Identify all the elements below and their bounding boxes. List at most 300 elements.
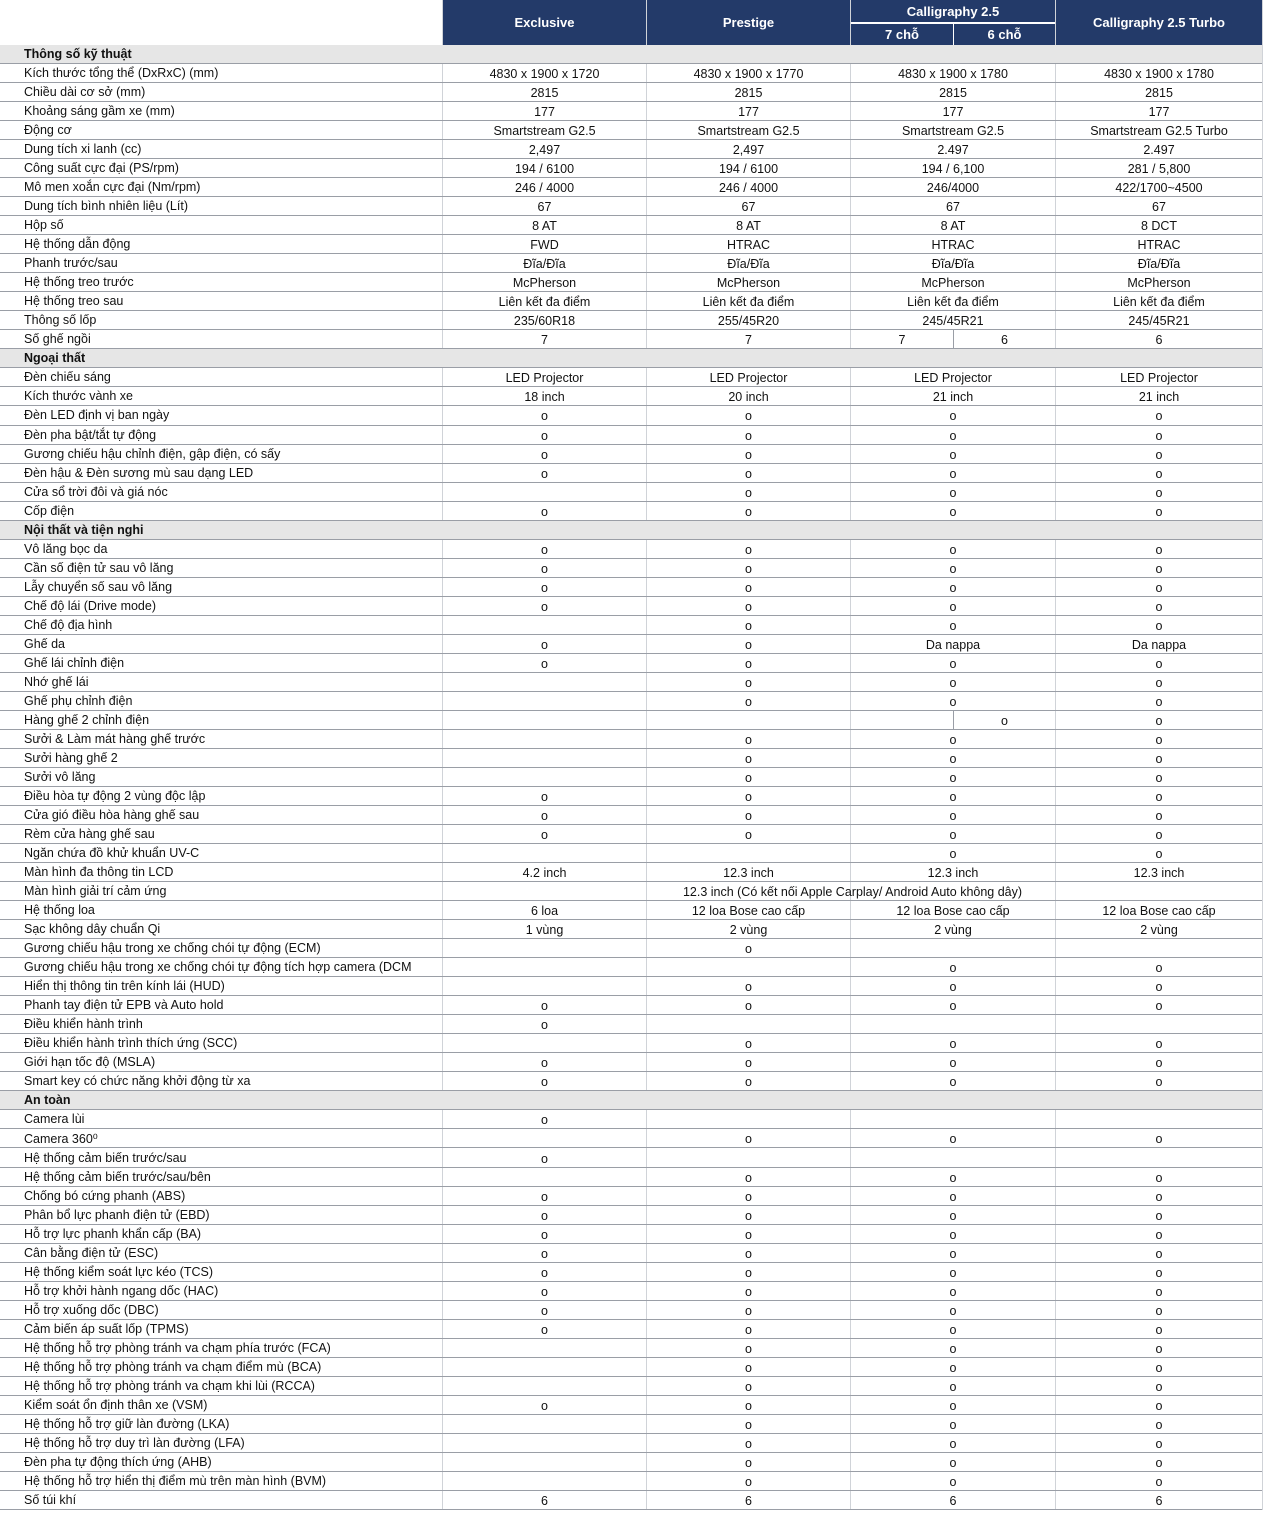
spec-row	[0, 483, 1262, 502]
spec-value-prestige: o	[745, 485, 752, 500]
spec-value-calligraphy-turbo: o	[1155, 1037, 1163, 1052]
spec-label: Đèn hậu & Đèn sương mù sau dạng LED	[24, 465, 254, 480]
spec-value-prestige: 177	[738, 105, 759, 120]
spec-row	[0, 1472, 1262, 1491]
spec-label: Camera 360⁰	[24, 1131, 98, 1146]
spec-value-exclusive	[443, 1339, 646, 1357]
spec-value-exclusive: o	[541, 580, 548, 595]
spec-value-exclusive: Liên kết đa điểm	[498, 295, 591, 310]
spec-value-prestige: LED Projector	[709, 371, 788, 386]
spec-value-calligraphy-turbo: o	[1155, 1189, 1163, 1204]
spec-label: Ghế lái chỉnh điện	[24, 655, 125, 670]
spec-value-calligraphy: 12.3 inch	[927, 866, 979, 881]
spec-value-calligraphy-turbo: o	[1155, 770, 1163, 785]
spec-value-exclusive: o	[541, 409, 548, 424]
spec-row	[0, 1434, 1262, 1453]
spec-value-prestige: o	[745, 1265, 752, 1280]
spec-value-prestige: o	[745, 409, 752, 424]
spec-label: Công suất cực đại (PS/rpm)	[24, 161, 179, 176]
spec-row	[0, 140, 1262, 159]
spec-value-exclusive: McPherson	[512, 276, 577, 291]
spec-row	[0, 102, 1262, 121]
spec-value-calligraphy-turbo: 6	[1155, 1493, 1163, 1508]
spec-value-calligraphy-turbo: 245/45R21	[1128, 314, 1190, 329]
spec-value-prestige	[647, 1149, 850, 1167]
spec-value-prestige	[647, 958, 850, 976]
spec-label: Phanh tay điện tử EPB và Auto hold	[24, 998, 224, 1013]
spec-label: Hệ thống dẫn động	[24, 237, 131, 252]
spec-label: Cốp điện	[24, 503, 75, 518]
spec-label: Điều khiển hành trình thích ứng (SCC)	[24, 1036, 238, 1051]
spec-value-exclusive: 4.2 inch	[522, 866, 567, 881]
spec-value-calligraphy: o	[949, 1322, 957, 1337]
spec-label: Cửa sổ trời đôi và giá nóc	[24, 484, 168, 499]
spec-value-calligraphy	[851, 939, 1055, 957]
spec-value-prestige: o	[745, 1417, 752, 1432]
spec-value-prestige: o	[745, 1436, 752, 1451]
spec-value-calligraphy: 12 loa Bose cao cấp	[896, 904, 1010, 919]
spec-value-calligraphy: o	[949, 1037, 957, 1052]
spec-value-calligraphy-turbo: o	[1155, 1265, 1163, 1280]
spec-value-exclusive: o	[541, 1265, 548, 1280]
spec-label: Ghế da	[24, 636, 66, 651]
spec-row	[0, 64, 1262, 83]
spec-value-exclusive: 177	[534, 105, 555, 120]
spec-value-prestige: o	[745, 618, 752, 633]
spec-label: Smart key có chức năng khởi động từ xa	[24, 1074, 251, 1089]
spec-value-calligraphy: o	[949, 828, 957, 843]
spec-value-calligraphy-turbo: o	[1155, 961, 1163, 976]
spec-value-exclusive: o	[541, 1151, 548, 1166]
spec-label: Hộp số	[24, 218, 64, 233]
spec-value-calligraphy-turbo: McPherson	[1127, 276, 1191, 291]
spec-value-calligraphy: o	[949, 732, 957, 747]
spec-row	[0, 1149, 1262, 1168]
header-calligraphy-turbo: Calligraphy 2.5 Turbo	[1056, 0, 1262, 45]
spec-value-prestige: o	[745, 656, 752, 671]
spec-row	[0, 806, 1262, 825]
spec-label: Gương chiếu hậu trong xe chống chói tự động (ECM)	[24, 941, 321, 956]
spec-row	[0, 216, 1262, 235]
spec-label: Màn hình đa thông tin LCD	[24, 865, 174, 880]
spec-value-prestige: Smartstream G2.5	[697, 124, 800, 139]
spec-value-calligraphy	[851, 1110, 1055, 1128]
section-row	[0, 349, 1262, 368]
spec-row	[0, 445, 1262, 464]
spec-label: Nhớ ghế lái	[24, 674, 89, 689]
spec-value-calligraphy: o	[949, 618, 957, 633]
spec-row	[0, 749, 1262, 768]
spec-value-prestige: 12 loa Bose cao cấp	[691, 904, 806, 919]
spec-value-calligraphy: o	[949, 485, 957, 500]
spec-value-calligraphy: o	[949, 409, 957, 424]
spec-label: Cảm biến áp suất lốp (TPMS)	[24, 1321, 189, 1336]
spec-value-calligraphy: o	[949, 675, 957, 690]
spec-value-calligraphy-turbo: o	[1155, 1303, 1163, 1318]
spec-label: Chiều dài cơ sở (mm)	[24, 85, 146, 100]
spec-value-calligraphy-turbo: o	[1155, 809, 1163, 824]
spec-row	[0, 1415, 1262, 1434]
spec-row	[0, 1053, 1262, 1072]
spec-label: Camera lùi	[24, 1112, 85, 1127]
spec-value-exclusive	[443, 939, 646, 957]
spec-value-calligraphy-turbo: 2 vùng	[1140, 923, 1178, 938]
spec-label: Gương chiếu hậu chỉnh điện, gập điện, có sấy	[24, 446, 281, 461]
spec-row	[0, 787, 1262, 806]
spec-value-prestige: o	[745, 1398, 752, 1413]
spec-value-prestige: o	[745, 1474, 752, 1489]
spec-label: Hệ thống hỗ trợ giữ làn đường (LKA)	[24, 1416, 230, 1431]
spec-value-exclusive	[443, 977, 646, 995]
spec-row	[0, 83, 1262, 102]
section-title: Thông số kỹ thuật	[24, 47, 132, 61]
spec-value-calligraphy: o	[949, 599, 957, 614]
spec-value-calligraphy-turbo: Liên kết đa điểm	[1113, 295, 1205, 310]
spec-value-calligraphy: HTRAC	[931, 238, 975, 253]
spec-row	[0, 958, 1262, 977]
spec-row	[0, 673, 1262, 692]
spec-value-calligraphy: o	[949, 1208, 957, 1223]
spec-value-exclusive: o	[541, 790, 548, 804]
section-row	[0, 521, 1262, 540]
spec-value-exclusive	[443, 1129, 646, 1147]
spec-value-prestige: o	[745, 1303, 752, 1318]
spec-label: Hỗ trợ khởi hành ngang dốc (HAC)	[24, 1283, 219, 1298]
spec-label: Dung tích bình nhiên liệu (Lít)	[24, 199, 188, 214]
spec-value-exclusive: o	[541, 1246, 548, 1261]
spec-label: Cân bằng điện tử (ESC)	[24, 1245, 159, 1260]
spec-value-prestige: o	[745, 694, 752, 709]
spec-value-prestige: 20 inch	[728, 390, 769, 405]
spec-value-prestige	[647, 1015, 850, 1033]
spec-label: Cần số điện tử sau vô lăng	[24, 560, 174, 575]
spec-value-all: 12.3 inch (Có kết nối Apple Carplay/ Android Auto không dây)	[682, 885, 1023, 900]
spec-value-prestige: 255/45R20	[717, 314, 780, 329]
spec-value-exclusive: o	[541, 809, 548, 824]
spec-value-prestige: o	[745, 1246, 752, 1261]
spec-label: Khoảng sáng gầm xe (mm)	[24, 104, 175, 119]
spec-value-calligraphy-turbo: o	[1155, 675, 1163, 690]
spec-label: Đèn pha bật/tắt tự động	[24, 427, 157, 442]
spec-row	[0, 882, 1262, 901]
spec-value-calligraphy-turbo: o	[1155, 485, 1163, 500]
spec-value-calligraphy: 177	[942, 105, 964, 120]
spec-value-prestige	[647, 711, 850, 729]
spec-value-calligraphy-turbo	[1056, 939, 1262, 957]
spec-value-prestige: Liên kết đa điểm	[702, 295, 795, 310]
spec-row	[0, 1072, 1262, 1091]
spec-row	[0, 692, 1262, 711]
spec-value-calligraphy: 4830 x 1900 x 1780	[898, 67, 1008, 82]
spec-row	[0, 559, 1262, 578]
section-title: Ngoại thất	[24, 351, 86, 366]
spec-value-exclusive	[443, 768, 646, 786]
spec-value-exclusive	[443, 1472, 646, 1490]
spec-value-calligraphy: o	[949, 1379, 957, 1394]
section-title: An toàn	[24, 1093, 71, 1108]
spec-value-prestige: o	[745, 504, 752, 519]
spec-value-calligraphy-turbo: 422/1700~4500	[1115, 181, 1203, 196]
spec-value-prestige: 7	[745, 333, 752, 348]
spec-row	[0, 273, 1262, 292]
spec-value-calligraphy: o	[949, 1474, 957, 1489]
spec-value-calligraphy-turbo	[1056, 1110, 1262, 1128]
header-calligraphy-7-seats: 7 chỗ	[851, 24, 953, 45]
seat-split-divider	[953, 330, 954, 348]
spec-value-calligraphy: o	[949, 1303, 957, 1318]
spec-value-prestige: o	[745, 1455, 752, 1470]
spec-value-calligraphy: o	[949, 770, 957, 785]
spec-value-calligraphy-turbo	[1056, 1015, 1262, 1033]
spec-value-exclusive	[443, 673, 646, 691]
spec-value-calligraphy-turbo: o	[1155, 561, 1163, 576]
section-row	[0, 1091, 1262, 1110]
spec-label: Sưởi vô lăng	[24, 769, 96, 784]
spec-row	[0, 939, 1262, 958]
spec-value-calligraphy: o	[949, 1284, 957, 1299]
spec-label: Số túi khí	[24, 1492, 77, 1507]
spec-row	[0, 464, 1262, 483]
spec-value-calligraphy-turbo: o	[1155, 1322, 1163, 1337]
spec-row	[0, 502, 1262, 521]
spec-value-prestige: o	[745, 1322, 752, 1337]
section-row	[0, 45, 1262, 64]
spec-value-calligraphy-turbo: 281 / 5,800	[1127, 162, 1191, 177]
spec-value-exclusive: 235/60R18	[513, 314, 576, 329]
spec-value-exclusive: o	[541, 656, 548, 671]
spec-value-prestige: McPherson	[716, 276, 781, 291]
spec-value-exclusive: o	[541, 1322, 548, 1337]
spec-value-exclusive: 18 inch	[524, 390, 565, 405]
spec-row	[0, 1301, 1262, 1320]
spec-value-calligraphy-turbo: LED Projector	[1120, 371, 1198, 386]
spec-value-prestige: 194 / 6100	[718, 162, 779, 177]
spec-value-prestige: o	[745, 732, 752, 747]
spec-value-exclusive: Đĩa/Đĩa	[523, 257, 566, 272]
spec-value-exclusive: 1 vùng	[525, 923, 564, 938]
spec-value-exclusive: o	[541, 1284, 548, 1299]
spec-value-prestige: o	[745, 675, 752, 690]
spec-value-calligraphy-turbo: Da nappa	[1131, 637, 1187, 652]
spec-value-prestige: o	[745, 561, 752, 576]
section-title: Nội thất và tiện nghi	[24, 522, 144, 537]
spec-value-calligraphy-6-seats: 6	[1001, 333, 1008, 348]
spec-value-calligraphy: o	[949, 1189, 957, 1204]
spec-label: Hệ thống treo sau	[24, 294, 124, 309]
spec-row	[0, 654, 1262, 673]
spec-label: Thông số lốp	[24, 313, 97, 328]
spec-value-calligraphy-turbo: o	[1155, 428, 1163, 443]
header-calligraphy: Calligraphy 2.5	[851, 0, 1055, 23]
spec-value-exclusive: o	[541, 599, 548, 614]
spec-value-exclusive	[443, 749, 646, 767]
spec-row	[0, 197, 1262, 216]
spec-value-calligraphy-turbo: 177	[1148, 105, 1170, 120]
spec-label: Đèn chiếu sáng	[24, 370, 111, 385]
spec-value-prestige: 246 / 4000	[718, 181, 779, 196]
spec-label: Hệ thống cảm biến trước/sau	[24, 1150, 187, 1165]
spec-value-calligraphy: o	[949, 542, 957, 557]
spec-value-exclusive: 6	[541, 1493, 548, 1508]
spec-row	[0, 1015, 1262, 1034]
spec-label: Hỗ trợ lực phanh khẩn cấp (BA)	[24, 1226, 202, 1241]
spec-label: Phân bổ lực phanh điện tử (EBD)	[24, 1207, 210, 1222]
spec-value-exclusive: o	[541, 1303, 548, 1318]
spec-value-calligraphy: Da nappa	[925, 637, 981, 652]
spec-row	[0, 635, 1262, 654]
spec-row	[0, 844, 1262, 863]
spec-value-calligraphy: 2.497	[937, 143, 969, 158]
spec-row	[0, 330, 1262, 349]
spec-value-calligraphy: o	[949, 1132, 957, 1147]
spec-value-calligraphy-turbo: o	[1155, 732, 1163, 747]
spec-label: Hệ thống kiểm soát lực kéo (TCS)	[24, 1264, 213, 1279]
spec-value-calligraphy-turbo: o	[1155, 1474, 1163, 1489]
spec-value-exclusive: o	[541, 1113, 548, 1128]
spec-value-exclusive: 246 / 4000	[514, 181, 575, 196]
spec-value-calligraphy	[851, 1015, 1055, 1033]
spec-value-calligraphy-turbo: 4830 x 1900 x 1780	[1104, 67, 1214, 82]
spec-value-calligraphy: o	[949, 1056, 957, 1071]
spec-value-calligraphy-turbo: HTRAC	[1137, 238, 1181, 253]
spec-value-calligraphy-turbo: o	[1155, 1455, 1163, 1470]
spec-value-exclusive: 194 / 6100	[514, 162, 575, 177]
spec-value-prestige: o	[745, 1360, 752, 1375]
spec-value-calligraphy-turbo: o	[1155, 1170, 1163, 1185]
spec-row	[0, 768, 1262, 787]
spec-value-exclusive: o	[541, 504, 548, 519]
spec-value-exclusive	[443, 1453, 646, 1471]
spec-value-exclusive: o	[541, 542, 548, 557]
spec-value-prestige: o	[745, 751, 752, 766]
spec-value-exclusive: 2815	[530, 86, 559, 101]
spec-value-calligraphy-turbo: o	[1155, 580, 1163, 595]
spec-label: Kích thước tổng thể (DxRxC) (mm)	[24, 66, 219, 81]
spec-value-calligraphy-turbo: o	[1155, 1341, 1163, 1356]
spec-label: Hệ thống hỗ trợ hiển thị điểm mù trên màn hình (BVM)	[24, 1473, 327, 1488]
spec-value-calligraphy-turbo: o	[1155, 713, 1163, 728]
spec-value-prestige: o	[745, 828, 752, 843]
spec-value-exclusive: 67	[537, 200, 552, 215]
spec-value-calligraphy-6-seats: o	[1001, 713, 1008, 728]
header-prestige: Prestige	[647, 0, 850, 45]
spec-row	[0, 1491, 1262, 1510]
spec-value-calligraphy	[851, 1149, 1055, 1167]
spec-value-calligraphy-turbo: o	[1155, 466, 1163, 481]
spec-value-prestige: o	[745, 790, 752, 804]
spec-label: Lẫy chuyển số sau vô lăng	[24, 579, 173, 594]
spec-value-calligraphy-turbo: o	[1155, 1398, 1163, 1413]
spec-value-exclusive: o	[541, 1227, 548, 1242]
spec-value-calligraphy-turbo: Smartstream G2.5 Turbo	[1090, 124, 1228, 139]
spec-value-exclusive: o	[541, 466, 548, 481]
spec-value-exclusive	[443, 844, 646, 862]
spec-value-calligraphy-turbo: o	[1155, 1227, 1163, 1242]
spec-value-calligraphy: o	[949, 428, 957, 443]
spec-row	[0, 254, 1262, 273]
spec-row	[0, 901, 1262, 920]
spec-value-prestige: Đĩa/Đĩa	[727, 257, 770, 272]
spec-value-calligraphy: o	[949, 961, 957, 976]
spec-value-calligraphy: 246/4000	[926, 181, 980, 196]
spec-label: Rèm cửa hàng ghế sau	[24, 827, 155, 842]
spec-row	[0, 578, 1262, 597]
spec-value-exclusive: o	[541, 828, 548, 843]
spec-value-calligraphy-turbo: o	[1155, 1417, 1163, 1432]
spec-value-calligraphy: o	[949, 1265, 957, 1280]
spec-value-calligraphy: o	[949, 809, 957, 824]
spec-row	[0, 1453, 1262, 1472]
spec-value-calligraphy: 6	[949, 1493, 957, 1508]
spec-row	[0, 311, 1262, 330]
spec-label: Chống bó cứng phanh (ABS)	[24, 1188, 186, 1203]
spec-row	[0, 1110, 1262, 1129]
spec-value-calligraphy: o	[949, 1360, 957, 1375]
spec-label: Sạc không dây chuẩn Qi	[24, 922, 161, 937]
spec-value-prestige: o	[745, 1170, 752, 1185]
spec-value-exclusive: o	[541, 447, 548, 462]
spec-row	[0, 711, 1262, 730]
spec-label: Sưởi hàng ghế 2	[24, 750, 118, 765]
spec-value-calligraphy-turbo: 67	[1152, 200, 1166, 215]
spec-value-calligraphy-turbo: o	[1155, 1132, 1163, 1147]
spec-label: Kiểm soát ổn định thân xe (VSM)	[24, 1397, 208, 1412]
spec-value-calligraphy-turbo: o	[1155, 1436, 1163, 1451]
spec-value-exclusive: o	[541, 561, 548, 576]
spec-value-calligraphy: o	[949, 694, 957, 709]
spec-value-calligraphy: o	[949, 1417, 957, 1432]
spec-value-prestige: 12.3 inch	[723, 866, 774, 881]
spec-row	[0, 235, 1262, 254]
spec-value-exclusive	[443, 958, 646, 976]
spec-value-calligraphy-turbo: o	[1155, 1075, 1163, 1090]
spec-row	[0, 1034, 1262, 1053]
spec-value-prestige: o	[745, 599, 752, 614]
spec-value-calligraphy-turbo: 8 DCT	[1140, 219, 1178, 234]
spec-value-calligraphy-turbo: o	[1155, 504, 1163, 519]
spec-value-prestige	[647, 1110, 850, 1128]
spec-value-exclusive: 2,497	[528, 143, 561, 158]
spec-value-calligraphy: o	[949, 1227, 957, 1242]
spec-value-calligraphy: 67	[946, 200, 960, 215]
spec-value-calligraphy-turbo: o	[1155, 599, 1163, 614]
spec-value-prestige: 2815	[734, 86, 763, 101]
spec-value-calligraphy-turbo: Đĩa/Đĩa	[1137, 257, 1181, 272]
spec-value-prestige: o	[745, 1075, 752, 1090]
spec-row	[0, 1339, 1262, 1358]
spec-value-prestige: o	[745, 770, 752, 785]
spec-label: Gương chiếu hậu trong xe chống chói tự động tích hợp camera (DCM	[24, 960, 412, 975]
spec-value-exclusive	[443, 692, 646, 710]
spec-value-calligraphy: Smartstream G2.5	[901, 124, 1005, 139]
spec-value-calligraphy-turbo: o	[1155, 542, 1163, 557]
spec-value-prestige: o	[745, 1189, 752, 1204]
spec-label: Phanh trước/sau	[24, 256, 118, 271]
spec-row	[0, 1206, 1262, 1225]
spec-value-prestige: o	[745, 580, 752, 595]
spec-value-exclusive: LED Projector	[505, 371, 584, 386]
spec-value-exclusive: 8 AT	[532, 219, 557, 234]
spec-value-exclusive: o	[541, 637, 548, 652]
spec-value-exclusive	[443, 616, 646, 634]
spec-row	[0, 1282, 1262, 1301]
spec-value-prestige: o	[745, 1056, 752, 1071]
spec-row	[0, 387, 1262, 406]
spec-label: Đèn pha tự động thích ứng (AHB)	[24, 1454, 212, 1469]
spec-value-calligraphy: o	[949, 1341, 957, 1356]
spec-value-calligraphy-turbo: o	[1155, 980, 1163, 995]
spec-value-calligraphy-turbo: o	[1155, 1379, 1163, 1394]
